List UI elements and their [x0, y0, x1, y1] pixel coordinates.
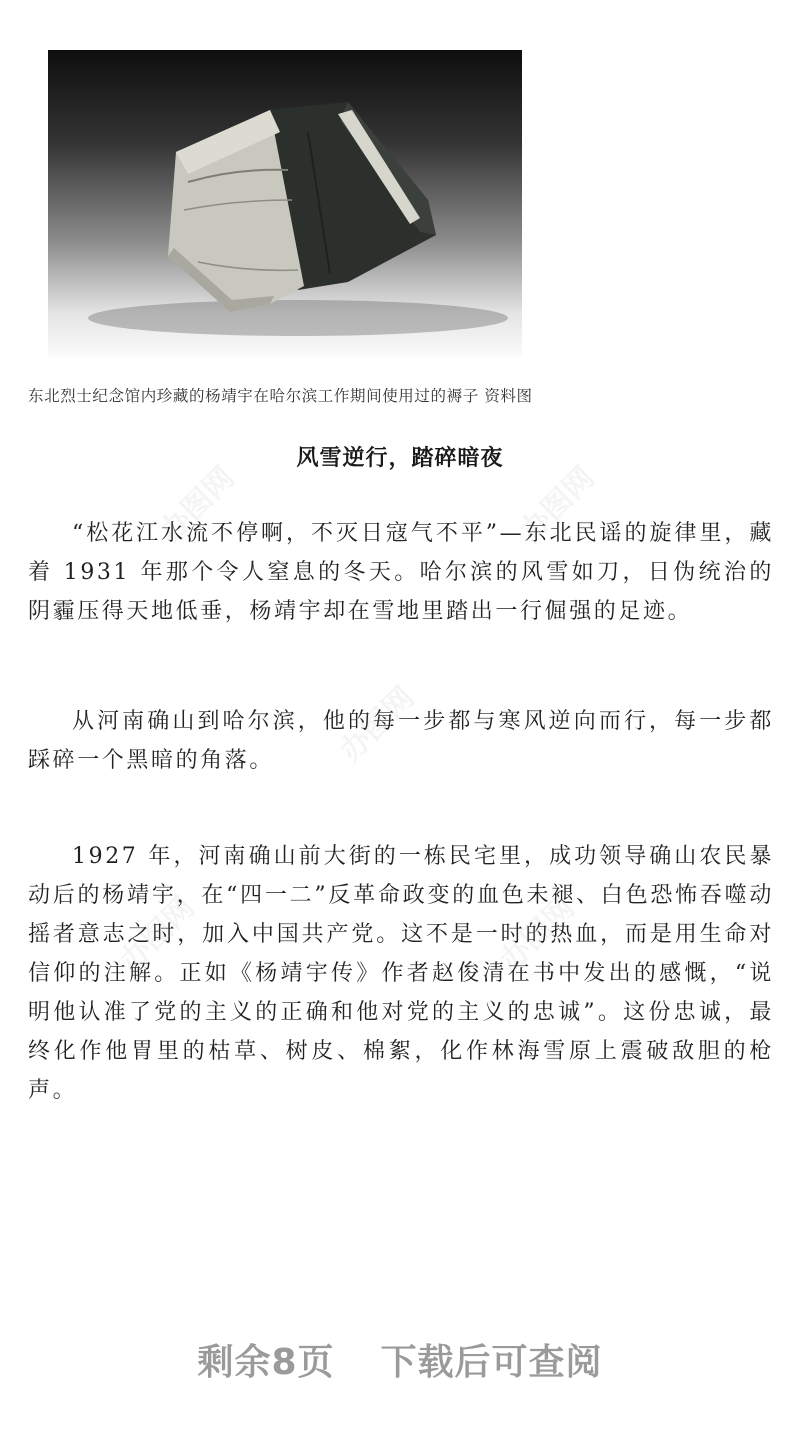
quilt-photo: [48, 50, 522, 356]
section-heading: 风雪逆行，踏碎暗夜: [296, 446, 504, 471]
paragraph-1927: 1927 年，河南确山前大街的一栋民宅里，成功领导确山农民暴动后的杨靖宇，在“四一二”反革命政变的血色未褪、白色恐怖吞噬动摇者意志之时，加入中国共产党。这不是一时的热血，而是用生命对信仰的注解。正如《杨靖宇传》作者赵俊清在书中发出的感慨，“说明他认准了党的主义的正确和他对党的主义的忠诚”。这份忠诚，最终化作他胃里的枯草、树皮、棉絮，化作林海雪原上震破敌胆的枪声。: [28, 844, 774, 1103]
folded-quilt-illustration: [48, 50, 522, 356]
watermark: 办图网: [493, 890, 582, 979]
remaining-pages-label: 剩余8页: [197, 1342, 335, 1383]
paragraph-folk-song: “松花江水流不停啊，不灭日寇气不平”—东北民谣的旋律里，藏着 1931 年那个令人窒息的冬天。哈尔滨的风雪如刀，日伪统治的阴霾压得天地低垂，杨靖宇却在雪地里踏出一行倔强的足迹。: [28, 521, 774, 624]
download-prompt[interactable]: [0, 1334, 800, 1385]
watermark: 办图网: [153, 460, 242, 549]
download-hint-label: 下载后可查阅: [380, 1342, 603, 1383]
watermark: 办图网: [333, 680, 422, 769]
photo-caption: 东北烈士纪念馆内珍藏的杨靖宇在哈尔滨工作期间使用过的褥子 资料图: [28, 387, 533, 405]
watermark: 办图网: [113, 890, 202, 979]
paragraph-journey: 从河南确山到哈尔滨，他的每一步都与寒风逆向而行，每一步都踩碎一个黑暗的角落。: [28, 709, 774, 773]
watermark: 办图网: [513, 460, 602, 549]
